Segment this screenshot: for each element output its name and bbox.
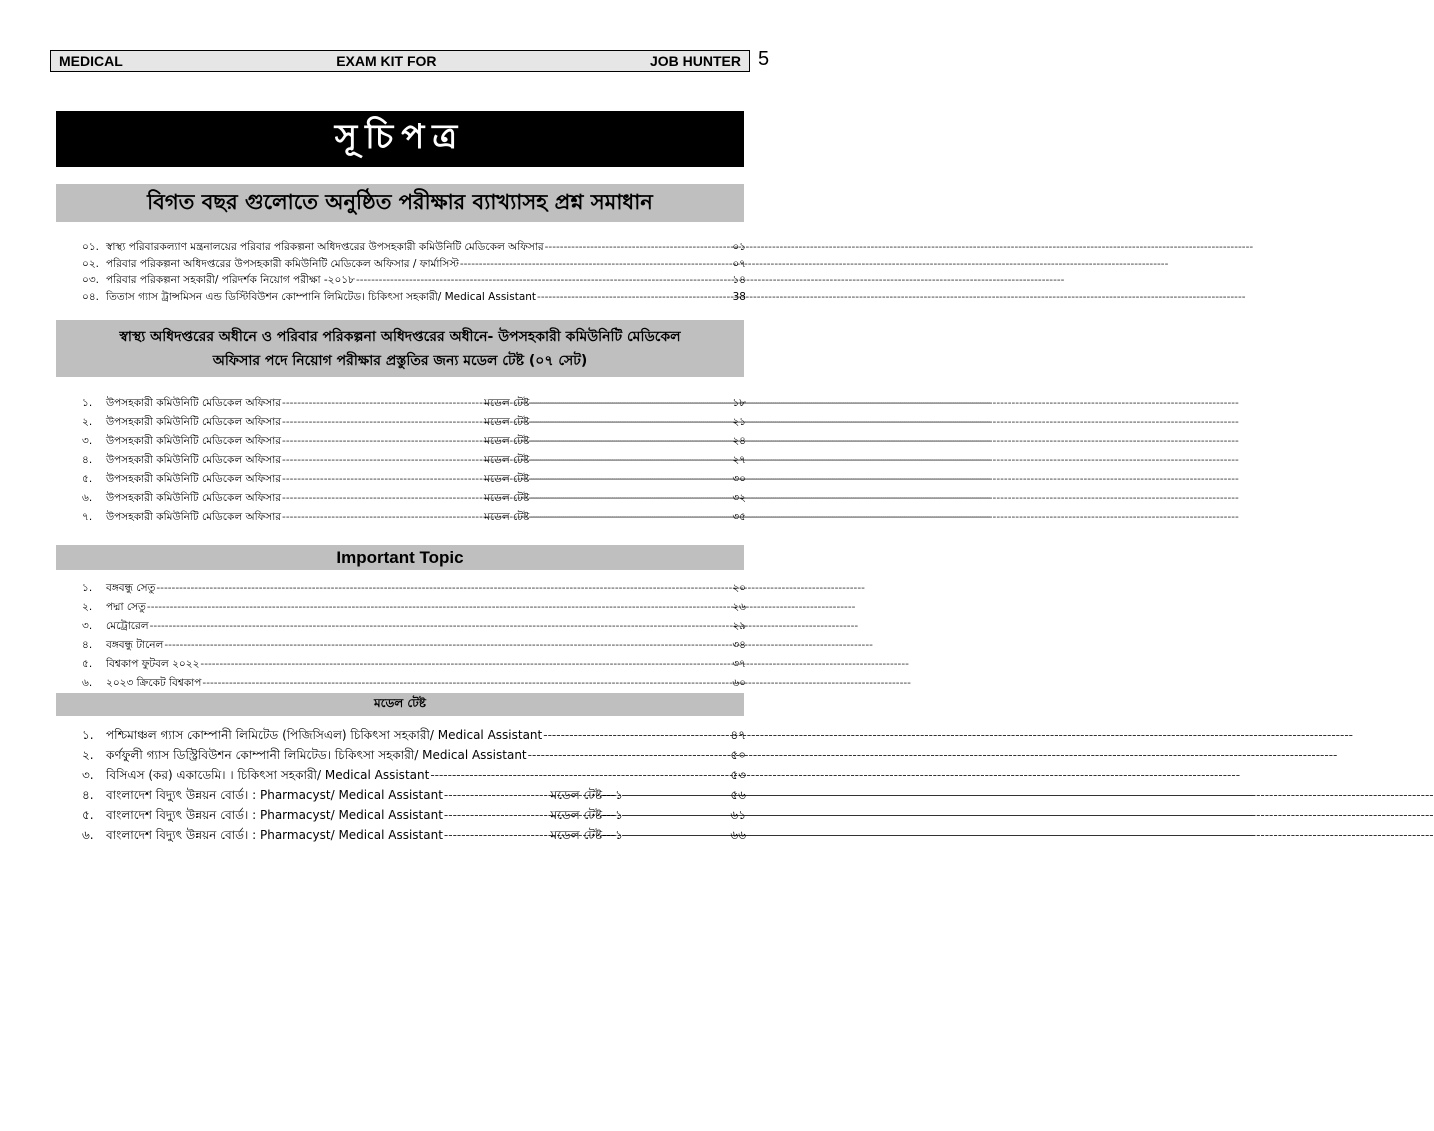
toc-entry[interactable] — [82, 827, 746, 847]
entry-page: ৩৭ — [732, 658, 746, 670]
entry-number: ৭. — [82, 511, 93, 523]
section-heading-model-test: মডেল টেষ্ট — [56, 693, 744, 716]
leader-dots — [528, 748, 730, 762]
entry-page: ২১ — [732, 416, 746, 428]
leader-dots — [202, 677, 731, 689]
entry-label: মডেল টেষ্ট — [484, 454, 530, 466]
entry-page: ২০ — [732, 582, 746, 594]
entry-number: ০৩. — [82, 274, 99, 286]
leader-dots — [624, 788, 730, 802]
toc-entry[interactable] — [82, 453, 746, 472]
entry-page: ৬১ — [730, 808, 746, 822]
toc-entry[interactable] — [82, 415, 746, 434]
leader-dots — [537, 291, 732, 303]
entry-title: ২০২৩ ক্রিকেট বিশ্বকাপ — [106, 677, 202, 689]
leader-dots — [430, 768, 729, 782]
leader-dots — [444, 828, 550, 842]
toc-entry[interactable] — [82, 434, 746, 453]
entry-title: পরিবার পরিকল্পনা অধিদপ্তরের উপসহকারী কমিউনিটি মেডিকেল অফিসার / ফার্মাসিস্ট — [106, 257, 459, 270]
leader-dots — [530, 511, 731, 523]
leader-dots — [156, 582, 731, 594]
leader-dots — [530, 454, 731, 466]
entry-title: উপসহকারী কমিউনিটি মেডিকেল অফিসার — [106, 435, 282, 447]
entry-number: ৫. — [82, 808, 94, 822]
entry-title: উপসহকারী কমিউনিটি মেডিকেল অফিসার — [106, 511, 282, 523]
toc-entry[interactable] — [82, 491, 746, 510]
entry-title: উপসহকারী কমিউনিটি মেডিকেল অফিসার — [106, 397, 282, 409]
entry-page: ৪৭ — [730, 728, 746, 742]
leader-dots — [444, 788, 550, 802]
toc-entry[interactable] — [82, 767, 746, 787]
entry-title: বাংলাদেশ বিদ্যুৎ উন্নয়ন বোর্ড। : Pharmacyst/ Medical Assistant — [106, 808, 443, 822]
toc-entry[interactable] — [82, 657, 746, 676]
toc-entry[interactable] — [82, 807, 746, 827]
header-right: JOB HUNTER — [649, 53, 741, 69]
entry-number: ৪. — [82, 788, 94, 802]
toc-list-model-tests-sacmo — [82, 396, 746, 529]
running-header — [50, 50, 750, 72]
entry-page: ২৭ — [732, 454, 747, 466]
toc-entry[interactable] — [82, 510, 746, 529]
leader-dots — [545, 241, 732, 253]
toc-entry[interactable] — [82, 727, 746, 747]
entry-number: ১. — [82, 397, 93, 409]
leader-dots — [164, 639, 731, 651]
entry-page: ১৮ — [732, 397, 746, 409]
leader-dots — [150, 620, 732, 632]
entry-number: ৩. — [82, 435, 93, 447]
toc-list-previous-exams — [82, 240, 746, 306]
entry-label: মডেল টেষ্ট---১ — [550, 808, 623, 822]
page-title: সূচিপত্র — [56, 111, 744, 167]
entry-number: ৬. — [82, 492, 93, 504]
entry-title: পশ্চিমাঞ্চল গ্যাস কোম্পানী লিমিটেড (পিজিসিএল) চিকিৎসা সহকারী/ Medical Assistant — [106, 728, 543, 742]
entry-title: বঙ্গবন্ধু সেতু — [106, 582, 156, 594]
leader-dots — [282, 397, 483, 409]
entry-number: ২. — [82, 416, 93, 428]
toc-entry[interactable] — [82, 472, 746, 491]
entry-number: ১. — [82, 728, 94, 742]
entry-number: ৪. — [82, 639, 93, 651]
toc-entry[interactable] — [82, 747, 746, 767]
leader-dots — [282, 511, 483, 523]
entry-page: ৩৫ — [732, 511, 746, 523]
toc-entry[interactable] — [82, 290, 746, 307]
entry-number: ০১. — [82, 241, 99, 253]
entry-page: ২৬ — [732, 601, 746, 613]
entry-number: ২. — [82, 748, 94, 762]
leader-dots — [147, 601, 731, 613]
toc-entry[interactable] — [82, 396, 746, 415]
entry-number: ৫. — [82, 658, 93, 670]
leader-dots — [200, 658, 731, 670]
entry-title: বিশ্বকাপ ফুটবল ২০২২ — [106, 658, 200, 670]
entry-number: ৩. — [82, 620, 93, 632]
leader-dots — [530, 416, 731, 428]
leader-dots — [543, 728, 729, 742]
entry-title: বঙ্গবন্ধু টানেল — [106, 639, 164, 651]
entry-page: ৩২ — [732, 492, 747, 504]
entry-label: মডেল টেষ্ট — [484, 397, 530, 409]
toc-entry[interactable] — [82, 581, 746, 600]
toc-entry[interactable] — [82, 273, 746, 290]
entry-page: ২৪ — [732, 435, 746, 447]
entry-page: ১৪ — [732, 274, 746, 286]
entry-title: পরিবার পরিকল্পনা সহকারী/ পরিদর্শক নিয়োগ পরীক্ষা -২০১৮ — [106, 274, 355, 286]
entry-page: ০১ — [732, 241, 746, 253]
toc-list-model-test — [82, 727, 746, 847]
entry-number: ০৪. — [82, 290, 99, 303]
entry-number: ৫. — [82, 473, 93, 485]
entry-number: ৩. — [82, 768, 94, 782]
header-left: MEDICAL — [59, 53, 123, 69]
entry-number: ২. — [82, 601, 93, 613]
leader-dots — [530, 473, 731, 485]
entry-label: মডেল টেষ্ট — [484, 492, 530, 504]
leader-dots — [282, 454, 483, 466]
section-heading-model-tests-sacmo — [56, 320, 744, 377]
entry-title: তিতাস গ্যাস ট্রান্সমিসন এন্ড ডিস্টিবিউশন কোম্পানি লিমিটেড। চিকিৎসা সহকারী/ Medical Assistant — [106, 290, 537, 303]
entry-label: মডেল টেষ্ট — [484, 511, 530, 523]
entry-title: উপসহকারী কমিউনিটি মেডিকেল অফিসার — [106, 416, 282, 428]
section-heading-line-2: অফিসার পদে নিয়োগ পরীক্ষার প্রস্তুতির জন্য মডেল টেষ্ট (০৭ সেট) — [212, 352, 588, 369]
section-heading-important-topic: Important Topic — [56, 545, 744, 570]
entry-page: ২৯ — [732, 620, 746, 632]
entry-label: মডেল টেষ্ট---১ — [550, 788, 623, 802]
leader-dots — [530, 492, 731, 504]
entry-title: উপসহকারী কমিউনিটি মেডিকেল অফিসার — [106, 492, 282, 504]
toc-entry[interactable] — [82, 619, 746, 638]
page-number: 5 — [758, 48, 770, 70]
toc-entry[interactable] — [82, 257, 746, 274]
entry-title: কর্ণফুলী গ্যাস ডিস্ট্রিবিউশন কোম্পানী লিমিটেড। চিকিৎসা সহকারী/ Medical Assistant — [106, 748, 527, 762]
entry-number: ৬. — [82, 828, 94, 842]
entry-page: ৬৬ — [730, 828, 746, 842]
entry-number: ৪. — [82, 454, 93, 466]
toc-entry[interactable] — [82, 787, 746, 807]
entry-label: মডেল টেষ্ট — [484, 416, 530, 428]
entry-page: ৫৩ — [730, 768, 746, 782]
leader-dots — [282, 416, 483, 428]
entry-title: পদ্মা সেতু — [106, 601, 146, 613]
toc-entry[interactable] — [82, 600, 746, 619]
entry-page: ৫৬ — [730, 788, 746, 802]
entry-title: বিসিএস (কর) একাডেমি। । চিকিৎসা সহকারী/ Medical Assistant — [106, 768, 430, 782]
leader-dots — [356, 274, 731, 286]
entry-label: মডেল টেষ্ট — [484, 473, 530, 485]
leader-dots — [530, 397, 731, 409]
entry-number: ১. — [82, 582, 93, 594]
section-heading-line-1: স্বাস্থ্য অধিদপ্তরের অধীনে ও পরিবার পরিকল্পনা অধিদপ্তরের অধীনে- উপসহকারী কমিউনিটি মেডিকেল — [119, 328, 681, 345]
entry-page: ৬০ — [732, 677, 746, 689]
entry-title: বাংলাদেশ বিদ্যুৎ উন্নয়ন বোর্ড। : Pharmacyst/ Medical Assistant — [106, 828, 443, 842]
leader-dots — [530, 435, 731, 447]
leader-dots — [282, 492, 483, 504]
entry-label: মডেল টেষ্ট — [484, 435, 530, 447]
leader-dots — [460, 258, 731, 270]
entry-number: ৬. — [82, 677, 93, 689]
entry-number: ০২. — [82, 257, 99, 270]
leader-dots — [624, 808, 730, 822]
toc-entry[interactable] — [82, 240, 746, 257]
leader-dots — [282, 435, 483, 447]
entry-page: ৩০ — [732, 473, 747, 485]
header-center: EXAM KIT FOR — [336, 53, 437, 69]
entry-page: 38 — [732, 290, 746, 303]
section-heading-previous-exams: বিগত বছর গুলোতে অনুষ্ঠিত পরীক্ষার ব্যাখ্যাসহ প্রশ্ন সমাধান — [56, 184, 744, 222]
toc-list-important-topic — [82, 581, 746, 695]
entry-title: স্বাস্থ্য পরিবারকল্যাণ মন্ত্রনালয়ের পরিবার পরিকল্পনা অধিদপ্তরের উপসহকারী কমিউনিটি মেডিকেল অফিসার — [106, 241, 544, 253]
entry-title: মেট্রোরেল — [106, 620, 149, 632]
entry-label: মডেল টেষ্ট---১ — [550, 828, 623, 842]
toc-entry[interactable] — [82, 638, 746, 657]
entry-page: ৫০ — [730, 748, 746, 762]
leader-dots — [282, 473, 483, 485]
leader-dots — [444, 808, 550, 822]
entry-title: উপসহকারী কমিউনিটি মেডিকেল অফিসার — [106, 454, 282, 466]
entry-page: ৩৪ — [732, 639, 746, 651]
entry-title: বাংলাদেশ বিদ্যুৎ উন্নয়ন বোর্ড। : Pharmacyst/ Medical Assistant — [106, 788, 443, 802]
leader-dots — [624, 828, 730, 842]
entry-title: উপসহকারী কমিউনিটি মেডিকেল অফিসার — [106, 473, 282, 485]
entry-page: ০৭ — [732, 257, 746, 270]
